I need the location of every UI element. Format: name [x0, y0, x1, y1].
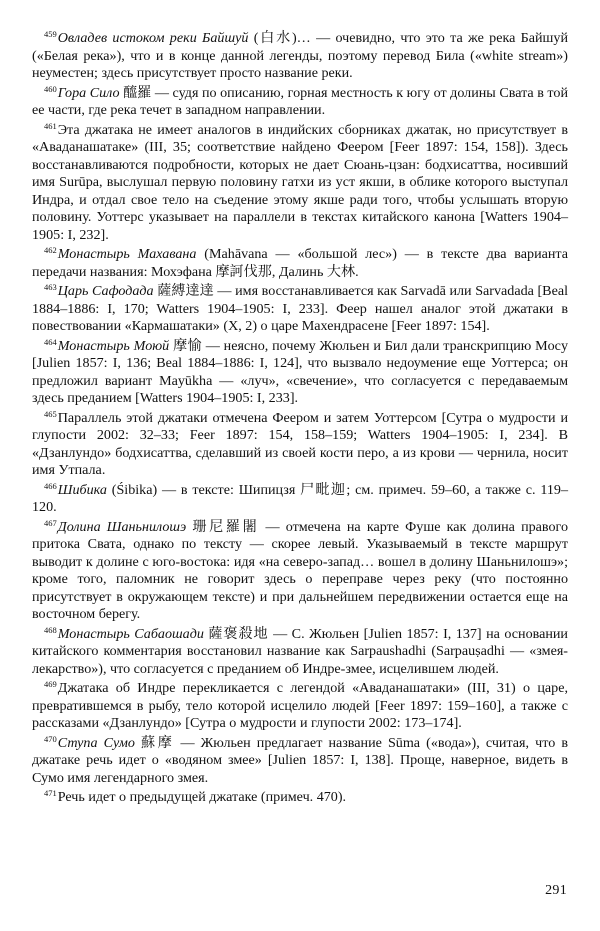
footnote-text: Джатака об Индре перекликается с легендой «Аваданашатаки» (III, 31) о царе, превратившемся в рыбу, тело которой исцелило людей [Feer 1897: 159–160], а также с рассказами «Дзанлундо» [Сутра о мудрости и глупости 2002: 173–174].: [32, 680, 568, 731]
footnote-text: 薩褒殺地 — С. Жюльен [Julien 1857: I, 137] на основании китайского комментария восстановил название как Sarpaushadhi (Sarpauṣadhi — «змея-лекарство»), что согласуется с преданием об Индре-змее, исцелившем людей.: [32, 625, 568, 677]
footnote-467: [32, 519, 568, 624]
footnote-term: Монастырь Махавана: [57, 246, 197, 262]
footnote-text: 珊尼羅闍 — отмечена на карте Фуше как долина правого притока Свата, однако по тексту — скорее левый. Указываемый в тексте маршрут выводит к долине с юго-востока: идя «на северо-запад… вошел в долину Шаньнилошэ»; кроме того, паломник не говорит здесь о переправе через реку (что постоянно присутствует в окружающем тексте) и при дальнейшем передвижении остается еще на восточном берегу.: [32, 518, 569, 622]
footnote-text: 蘇摩 — Жюльен предлагает название Sūma («вода»), считая, что в джатаке речь идет о «водяном змее» [Julien 1857: I, 138]. Проще, наверное, видеть в Сумо имя легендарного змея.: [32, 734, 568, 786]
footnote-term: Шибика: [57, 481, 107, 498]
footnote-number: 462: [44, 245, 57, 255]
footnote-461: [32, 122, 568, 245]
footnote-text: Эта джатака не имеет аналогов в индийских сборниках джатак, но присутствует в «Аваданашатаке» (III, 35; соответствие найдено Феером [Feer 1897: 154, 158]). Здесь восстанавливаются подробности, которых не дает Сюань-цзан: бодхисаттва, носивший имя Surūpa, выслушал первую половину гатхи из уст якши, в облике которого выступал Индра, и отдал свое тело на съедение этому якше ради того, чтобы услышать вторую половину. Уоттерс указывает на параллели в текстах китайского канона [Watters 1904–1905: I, 232].: [32, 121, 568, 243]
footnote-text: (Mahāvana — «большой лес») — в тексте два варианта передачи названия: Мохэфана 摩訶伐那, Далинь 大林.: [32, 246, 568, 280]
footnote-term: Овладев истоком реки Байшуй: [57, 30, 249, 46]
footnote-464: [32, 338, 568, 408]
footnote-text: 薩縛達達 — имя восстанавливается как Sarvadā или Sarvadada [Beal 1884–1886: I, 170; Watters 1904–1905: I, 233]. Феер нашел аналог этой джатаки в повествовании «Кармашатаки» (X, 2) о царе Махендрасене [Feer 1897: 154].: [32, 283, 568, 334]
footnote-number: 464: [44, 336, 57, 347]
footnote-text: (白水)… — очевидно, что это та же река Байшуй («Белая река»), что и в конце данной легенды, поэтому перевод Била («white stream») неуместен; здесь присутствует просто название реки.: [32, 30, 568, 81]
footnote-469: [32, 680, 568, 733]
footnote-number: 470: [44, 733, 57, 744]
footnote-number: 461: [44, 120, 57, 131]
footnote-466: [32, 482, 568, 517]
footnote-text: 醯羅 — судя по описанию, горная местность к югу от долины Свата в той ее части, где река течет в западном направлении.: [32, 84, 568, 118]
footnote-number: 466: [44, 480, 57, 491]
footnote-470: [32, 735, 568, 788]
footnote-number: 467: [44, 517, 57, 528]
page-number: 291: [545, 883, 567, 898]
footnote-term: Гора Сило: [57, 84, 120, 101]
footnote-471: [32, 789, 568, 807]
footnote-465: [32, 410, 568, 480]
footnote-462: [32, 246, 568, 281]
footnote-number: 465: [44, 408, 57, 419]
footnote-number: 468: [44, 624, 57, 635]
footnote-term: Долина Шаньнилошэ: [57, 518, 187, 535]
footnote-number: 469: [44, 679, 57, 689]
footnote-term: Ступа Сумо: [57, 734, 135, 751]
footnotes-page: [32, 30, 568, 809]
footnote-number: 463: [44, 282, 57, 292]
footnote-text: Речь идет о предыдущей джатаке (примеч. 470).: [57, 789, 347, 805]
footnote-459: [32, 30, 568, 83]
footnote-460: [32, 85, 568, 120]
footnote-463: [32, 283, 568, 336]
footnote-term: Монастырь Сабаошади: [57, 625, 204, 642]
footnote-text: Параллель этой джатаки отмечена Феером и затем Уоттерсом [Сутра о мудрости и глупости 2002: 32–33; Feer 1897: 154, 158–159; Watters 1904–1905: I, 234]. В «Дзанлундо» бодхисаттва, сделавший из своей кости перо, а из крови — чернила, носит имя Утпала.: [32, 409, 568, 478]
footnote-number: 471: [44, 788, 57, 798]
footnote-number: 460: [44, 83, 57, 94]
footnote-number: 459: [44, 29, 57, 39]
footnote-term: Царь Сафодада: [57, 283, 154, 299]
footnote-text: 摩愉 — неясно, почему Жюльен и Бил дали транскрипцию Mocy [Julien 1857: I, 136; Beal 1884–1886: I, 124], что вызвало недоумение еще Уоттерса; он предложил вариант Mayūkha — «луч», «свечение», что согласуется с передаваемым здесь преданием [Watters 1904–1905: I, 233].: [32, 337, 568, 406]
footnote-text: (Śibika) — в тексте: Шипицзя 尸毗迦; см. примеч. 59–60, а также с. 119–120.: [32, 481, 568, 515]
footnote-term: Монастырь Моюй: [57, 337, 170, 354]
footnote-468: [32, 626, 568, 679]
